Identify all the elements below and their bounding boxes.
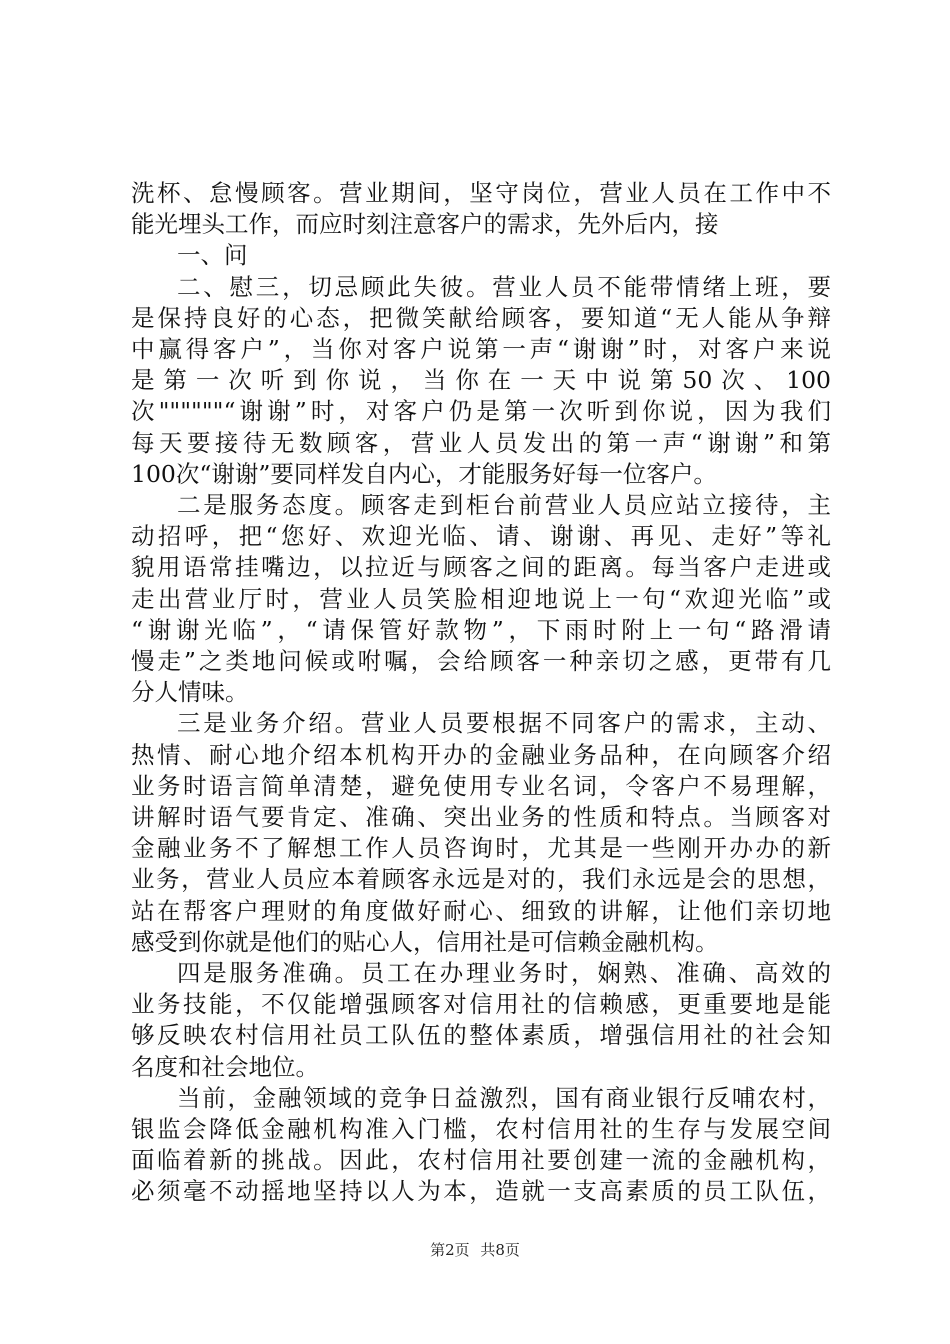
page-total: 共8页 [480,1241,520,1259]
page-footer [0,1240,950,1260]
text-line: 是第一次听到你说，当你在一天中说第50次、100 [131,366,831,395]
text-line: 分人情味。 [131,678,249,707]
text-line: 业务技能，不仅能增强顾客对信用社的信赖感，更重要地是能 [131,990,831,1019]
text-line: 一、问 [177,241,248,270]
text-line: 业务时语言简单清楚，避免使用专业名词，令客户不易理解， [131,771,831,800]
text-line: 面临着新的挑战。因此，农村信用社要创建一流的金融机构， [131,1146,831,1175]
text-line: 貌用语常挂嘴边，以拉近与顾客之间的距离。每当客户走进或 [131,553,831,582]
text-line: 二、慰三，切忌顾此失彼。营业人员不能带情绪上班，要 [177,272,831,301]
text-line: 动招呼，把“您好、欢迎光临、请、谢谢、再见、走好”等礼 [131,522,831,551]
text-line: 中赢得客户”，当你对客户说第一声“谢谢”时，对客户来说 [131,335,831,363]
text-line: 热情、耐心地介绍本机构开办的金融业务品种，在向顾客介绍 [131,740,831,769]
text-line: 是保持良好的心态，把微笑献给顾客，要知道“无人能从争辩 [131,303,831,332]
text-line: 慢走”之类地问候或咐嘱，会给顾客一种亲切之感，更带有几 [131,647,831,675]
page-number: 第2页 [430,1241,470,1259]
text-line: 走出营业厅时，营业人员笑脸相迎地说上一句“欢迎光临”或 [131,584,831,613]
text-line: 感受到你就是他们的贴心人，信用社是可信赖金融机构。 [131,927,719,956]
text-line: 当前，金融领域的竞争日益激烈，国有商业银行反哺农村， [177,1083,831,1112]
text-line: 次""""""“谢谢”时，对客户仍是第一次听到你说，因为我们 [131,397,831,426]
text-line: 站在帮客户理财的角度做好耐心、细致的讲解，让他们亲切地 [131,896,831,925]
text-line: 100次“谢谢”要同样发自内心，才能服务好每一位客户。 [131,459,717,488]
text-line: 四是服务准确。员工在办理业务时，娴熟、准确、高效的 [177,959,831,987]
text-line: 金融业务不了解想工作人员咨询时，尤其是一些刚开办办的新 [131,834,831,863]
text-line: 洗杯、怠慢顾客。营业期间，坚守岗位，营业人员在工作中不 [131,179,831,207]
text-line: 二是服务态度。顾客走到柜台前营业人员应站立接待，主 [177,491,831,519]
text-line: “谢谢光临”，“请保管好款物”，下雨时附上一句“路滑请 [131,615,831,644]
text-line: 业务，营业人员应本着顾客永远是对的，我们永远是会的思想， [131,865,831,894]
text-line: 名度和社会地位。 [131,1052,319,1081]
text-line: 能光埋头工作，而应时刻注意客户的需求，先外后内，接 [131,210,719,239]
text-line: 三是业务介绍。营业人员要根据不同客户的需求，主动、 [177,709,831,738]
text-line: 够反映农村信用社员工队伍的整体素质，增强信用社的社会知 [131,1021,831,1050]
text-line: 讲解时语气要肯定、准确、突出业务的性质和特点。当顾客对 [131,803,831,831]
text-line: 每天要接待无数顾客，营业人员发出的第一声“谢谢”和第 [131,428,831,457]
text-line: 必须毫不动摇地坚持以人为本，造就一支高素质的员工队伍， [131,1177,831,1206]
text-line: 银监会降低金融机构准入门槛，农村信用社的生存与发展空间 [131,1115,831,1143]
